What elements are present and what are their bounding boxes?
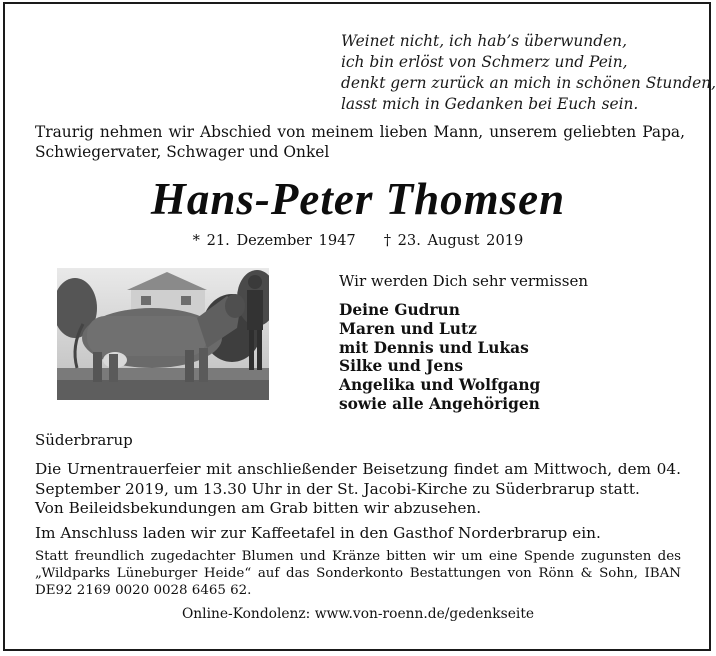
deceased-name: Hans-Peter Thomsen	[150, 174, 566, 224]
online-condolence: Online-Kondolenz: www.von-roenn.de/gedenkseite	[181, 606, 535, 622]
condolences-paragraph: Von Beileidsbekundungen am Grab bitten wir abzusehen.	[35, 499, 482, 517]
cow-photo-icon	[57, 268, 269, 400]
poem-line: ich bin erlöst von Schmerz und Pein,	[341, 53, 628, 71]
donation-paragraph: Statt freundlich zugedachter Blumen und Kränze bitten wir um eine Spende zugunsten des „Wildparks Lüneburger Heide“ auf das Sonderkonto Bestattungen von Rönn & Sohn, IBAN DE92 2169 0020 0028 6465 62.	[35, 549, 681, 599]
family-member: Deine Gudrun	[339, 301, 460, 319]
miss-text: Wir werden Dich sehr vermissen	[339, 272, 588, 290]
family-member: mit Dennis und Lukas	[339, 338, 529, 357]
life-dates	[0, 232, 716, 249]
poem-line: denkt gern zurück an mich in schönen Stunden,	[341, 74, 716, 92]
family-list	[339, 301, 540, 414]
poem-line: lasst mich in Gedanken bei Euch sein.	[341, 95, 639, 113]
birth-date: * 21. Dezember 1947	[192, 232, 356, 249]
coffee-paragraph: Im Anschluss laden wir zur Kaffeetafel in den Gasthof Norderbrarup ein.	[35, 524, 601, 542]
poem	[341, 31, 716, 115]
intro-text: Traurig nehmen wir Abschied von meinem lieben Mann, unserem geliebten Papa, Schwiegervater, Schwager und Onkel	[35, 123, 685, 161]
cow-photo	[57, 268, 269, 400]
place-name: Süderbrarup	[35, 431, 133, 449]
family-member: Angelika und Wolfgang	[339, 376, 541, 395]
poem-line: Weinet nicht, ich hab’s überwunden,	[341, 32, 627, 50]
family-member: Maren und Lutz	[339, 319, 477, 338]
service-paragraph: Die Urnentrauerfeier mit anschließender Beisetzung findet am Mittwoch, dem 04. September 2019, um 13.30 Uhr in der St. Jacobi-Kirche zu Süderbrarup statt.	[35, 460, 681, 498]
family-member: Silke und Jens	[339, 357, 464, 376]
death-date: † 23. August 2019	[383, 232, 524, 249]
family-member: sowie alle Angehörigen	[339, 394, 540, 413]
